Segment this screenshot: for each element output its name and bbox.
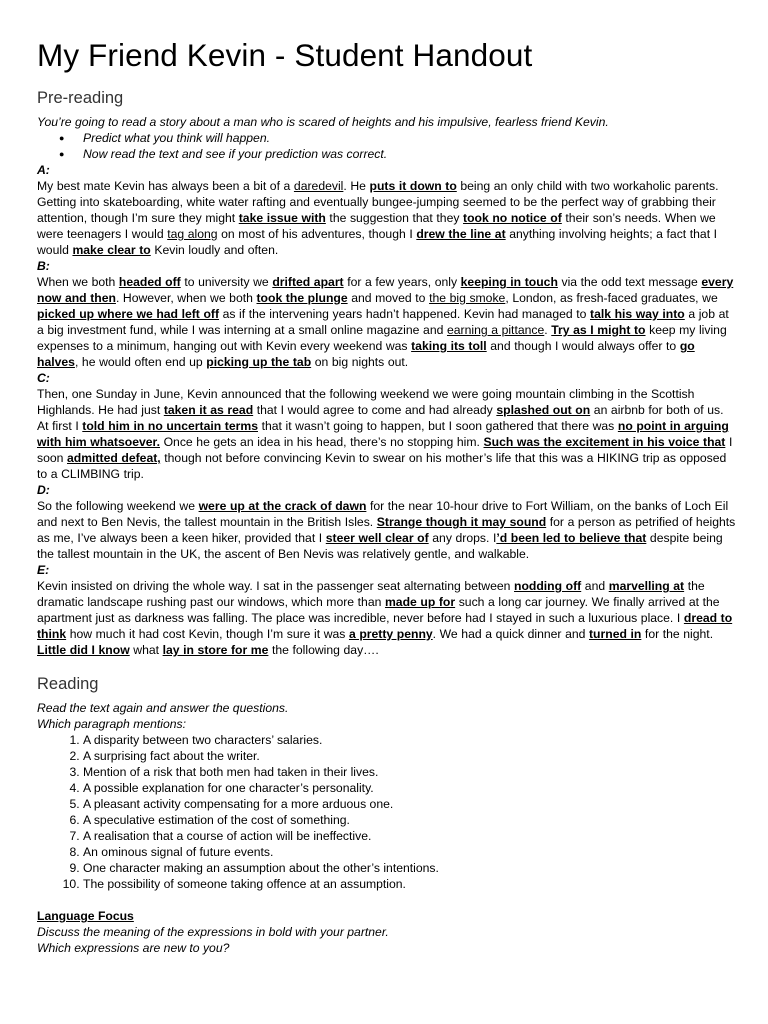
paragraph-text: So the following weekend we <box>37 499 199 513</box>
paragraph-text: on most of his adventures, though I <box>217 227 417 241</box>
key-expression: turned in <box>589 627 642 641</box>
key-expression: make clear to <box>72 243 151 257</box>
key-expression: ’d been led to believe that <box>496 531 647 545</box>
key-expression: Try as I might to <box>551 323 646 337</box>
language-focus-section <box>37 908 736 956</box>
underlined-expression: earning a pittance <box>446 323 545 337</box>
question-item: 8. An ominous signal of future events. <box>83 844 736 860</box>
underlined-expression: the big smoke <box>429 291 506 305</box>
paragraph-text: being an only child with two workaholic parents. Getting into skateboarding, white water rafting and eventually bungee-jumping seemed to be the perfect way of grabbing their attention, though I’m sure they might <box>37 179 719 225</box>
story-paragraph <box>37 274 736 370</box>
question-item: 10. The possibility of someone taking offence at an assumption. <box>83 876 736 892</box>
question-item: 9. One character making an assumption about the other’s intentions. <box>83 860 736 876</box>
paragraph-text: and though I would always offer to <box>486 339 680 353</box>
question-item: 6. A speculative estimation of the cost of something. <box>83 812 736 828</box>
story-paragraph <box>37 498 736 562</box>
prereading-intro: You’re going to read a story about a man who is scared of heights and his impulsive, fearless friend Kevin. <box>37 115 609 129</box>
question-item: 1. A disparity between two characters’ salaries. <box>83 732 736 748</box>
paragraph-text: anything involving heights; a fact that I would <box>37 227 718 257</box>
reading-instruction: Read the text again and answer the questions. <box>37 701 289 715</box>
paragraph-text: keep my living expenses to a minimum, hanging out with Kevin every weekend was <box>37 323 727 353</box>
paragraph-text: despite being the tallest mountain in the UK, the ascent of Ben Nevis was relatively gentle, and walkable. <box>37 531 723 561</box>
paragraph-text: though not before convincing Kevin to swear on his mother’s life that this was a HIKING trip as opposed to a CLIMBING trip. <box>37 451 727 481</box>
question-item: 2. A surprising fact about the writer. <box>83 748 736 764</box>
story-paragraph <box>37 178 736 258</box>
paragraph-text: via the odd text message <box>557 275 702 289</box>
paragraph-text: When we both <box>37 275 119 289</box>
key-expression: picked up where we had left off <box>37 307 220 321</box>
paragraph-text: and <box>581 579 609 593</box>
story-text <box>37 162 736 658</box>
underlined-expression: tag along <box>167 227 218 241</box>
paragraph-text: . We had a quick dinner and <box>432 627 589 641</box>
paragraph-label: C: <box>37 371 50 385</box>
key-expression: taking its toll <box>411 339 487 353</box>
paragraph-text: the dramatic landscape rushing past our windows, which more than <box>37 579 705 609</box>
paragraph-text: a job at a big investment fund, while I was interning at a small online magazine and <box>37 307 729 337</box>
paragraph-text: , he would often end up <box>74 355 207 369</box>
key-expression: dread to think <box>37 611 733 641</box>
paragraph-label: B: <box>37 259 50 273</box>
key-expression: made up for <box>384 595 456 609</box>
paragraph-label: A: <box>37 163 50 177</box>
paragraph-text: My best mate Kevin has always been a bit of a <box>37 179 294 193</box>
key-expression: every now and then <box>37 275 734 305</box>
paragraph-text: their son’s needs. When we were teenagers I would <box>37 211 716 241</box>
key-expression: talk his way into <box>590 307 685 321</box>
key-expression: picking up the tab <box>206 355 312 369</box>
key-expression: Little did I know <box>37 643 130 657</box>
prediction-item: ● Now read the text and see if your prediction was correct. <box>59 146 736 162</box>
question-item: 7. A realisation that a course of action will be ineffective. <box>83 828 736 844</box>
paragraph-text: as if the intervening years hadn’t happened. Kevin had managed to <box>219 307 591 321</box>
language-focus-line: Discuss the meaning of the expressions in bold with your partner. <box>37 925 389 939</box>
paragraph-text: the following day…. <box>268 643 379 657</box>
key-expression: go halves <box>37 339 695 369</box>
key-expression: were up at the crack of dawn <box>198 499 367 513</box>
question-list <box>37 732 736 892</box>
prediction-list <box>37 130 736 162</box>
paragraph-text: for a person as petrified of heights as me, I’ve always been a keen hiker, provided that I <box>37 515 736 545</box>
key-expression: no point in arguing with him whatsoever. <box>37 419 729 449</box>
paragraph-text: for a few years, only <box>343 275 461 289</box>
paragraph-text: Kevin insisted on driving the whole way. I sat in the passenger seat alternating between <box>37 579 515 593</box>
key-expression: taken it as read <box>163 403 254 417</box>
key-expression: splashed out on <box>496 403 591 417</box>
paragraph-text: for the near 10-hour drive to Fort William, on the banks of Loch Eil and next to Ben Nevis, the tallest mountain in the British Isles. <box>37 499 729 529</box>
prereading-heading: Pre-reading <box>37 89 124 107</box>
key-expression: told him in no uncertain terms <box>82 419 258 433</box>
key-expression: marvelling at <box>608 579 685 593</box>
paragraph-text: any drops. I <box>428 531 497 545</box>
language-focus-line: Which expressions are new to you? <box>37 941 230 955</box>
key-expression: take issue with <box>238 211 326 225</box>
key-expression: took the plunge <box>256 291 348 305</box>
paragraph-label: E: <box>37 563 50 577</box>
paragraph-text: to university we <box>180 275 273 289</box>
paragraph-text: and moved to <box>347 291 430 305</box>
key-expression: lay in store for me <box>162 643 269 657</box>
paragraph-text: . However, when we both <box>115 291 257 305</box>
question-item: 3. Mention of a risk that both men had taken in their lives. <box>83 764 736 780</box>
prereading-section <box>37 88 736 658</box>
paragraph-label: D: <box>37 483 50 497</box>
prediction-item: ● Predict what you think will happen. <box>59 130 736 146</box>
paragraph-text: , London, as fresh-faced graduates, we <box>505 291 718 305</box>
key-expression: puts it down to <box>369 179 457 193</box>
reading-prompt: Which paragraph mentions: <box>37 717 187 731</box>
question-item: 4. A possible explanation for one character’s personality. <box>83 780 736 796</box>
key-expression: steer well clear of <box>325 531 429 545</box>
key-expression: keeping in touch <box>460 275 558 289</box>
paragraph-text: for the night. <box>641 627 714 641</box>
paragraph-text: I soon <box>37 435 733 465</box>
paragraph-text: Once he gets an idea in his head, there’s no stopping him. <box>159 435 484 449</box>
paragraph-text: . He <box>343 179 370 193</box>
key-expression: Such was the excitement in his voice that <box>483 435 726 449</box>
paragraph-text: Then, one Sunday in June, Kevin announced that the following weekend we were going mountain climbing in the Scottish Highlands. He had just <box>37 387 695 417</box>
paragraph-text: Kevin loudly and often. <box>150 243 279 257</box>
question-item: 5. A pleasant activity compensating for a more arduous one. <box>83 796 736 812</box>
paragraph-text: that I would agree to come and had already <box>253 403 497 417</box>
reading-heading: Reading <box>37 675 99 693</box>
paragraph-text: that it wasn’t going to happen, but I soon gathered that there was <box>258 419 618 433</box>
reading-section <box>37 674 736 892</box>
key-expression: a pretty penny <box>348 627 433 641</box>
key-expression: headed off <box>118 275 181 289</box>
story-paragraph <box>37 386 736 482</box>
underlined-expression: daredevil <box>293 179 344 193</box>
page-title: My Friend Kevin - Student Handout <box>37 37 533 73</box>
paragraph-text: the suggestion that they <box>325 211 464 225</box>
paragraph-text: what <box>129 643 163 657</box>
key-expression: drifted apart <box>272 275 344 289</box>
key-expression: took no notice of <box>463 211 562 225</box>
paragraph-text: . <box>544 323 552 337</box>
key-expression: drew the line at <box>416 227 506 241</box>
paragraph-text: on big nights out. <box>311 355 409 369</box>
paragraph-text: how much it had cost Kevin, though I’m sure it was <box>66 627 349 641</box>
story-paragraph <box>37 578 736 658</box>
paragraph-text: an airbnb for both of us. At first I <box>37 403 724 433</box>
language-focus-heading: Language Focus <box>37 909 134 923</box>
key-expression: nodding off <box>514 579 582 593</box>
key-expression: Strange though it may sound <box>376 515 547 529</box>
key-expression: admitted defeat, <box>67 451 161 465</box>
paragraph-text: such a long car journey. We finally arrived at the apartment just as darkness was falling. The place was incredible, never before had I stayed in such a luxurious place. I <box>37 595 720 625</box>
